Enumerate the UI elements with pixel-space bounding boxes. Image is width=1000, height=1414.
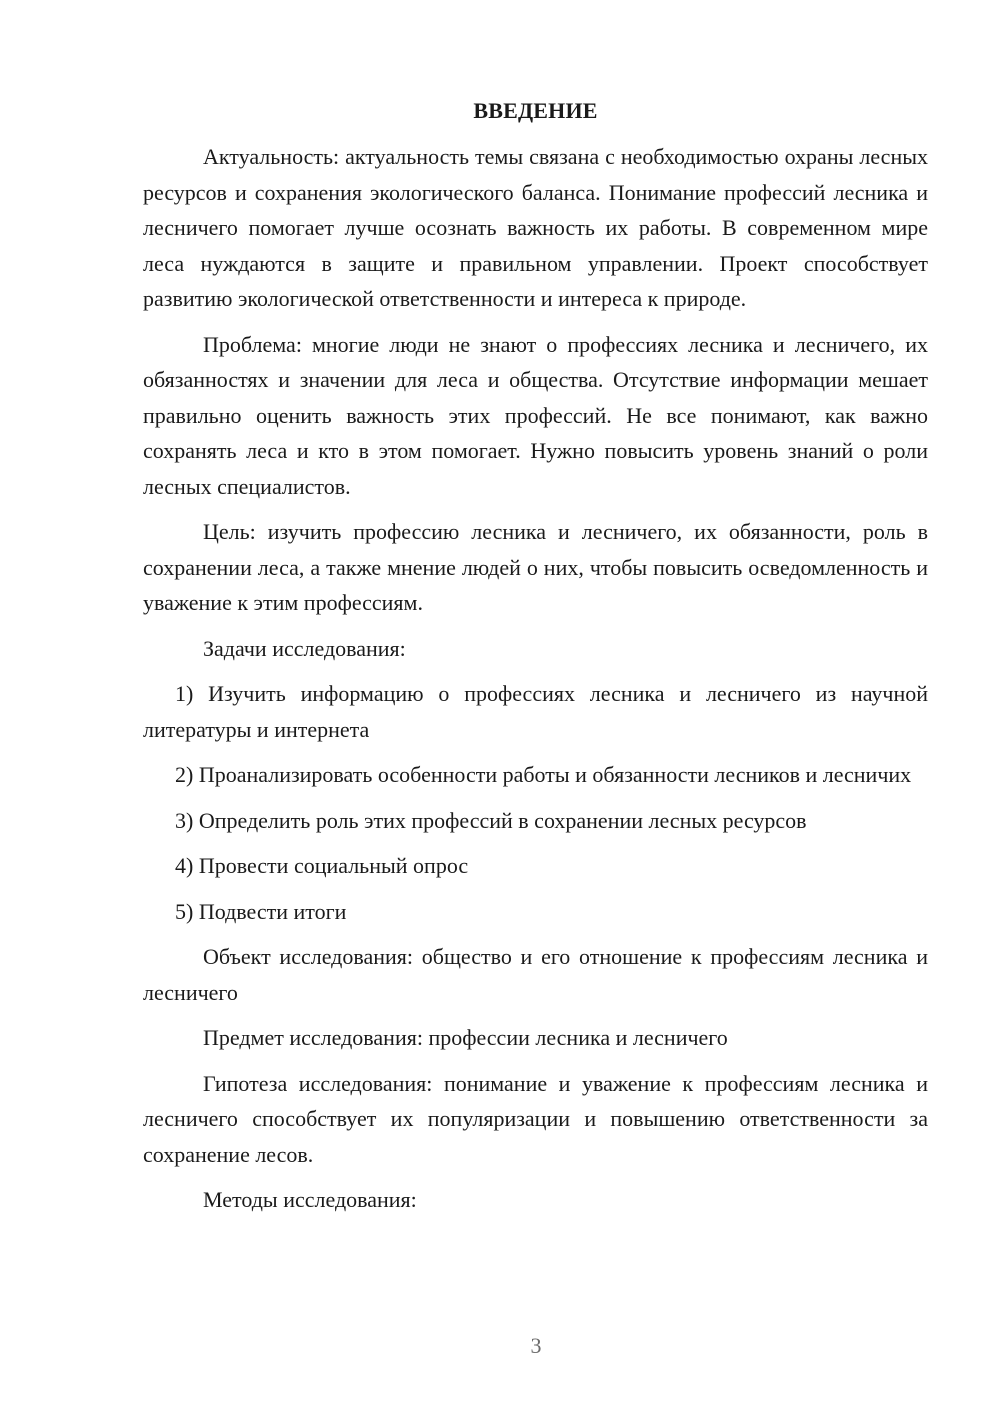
tasks-heading: Задачи исследования: [203, 635, 406, 661]
task-item-1: 1) Изучить информацию о профессиях лесника и лесничего из научной литературы и интернета [143, 681, 928, 742]
task-item-3: 3) Определить роль этих профессий в сохранении лесных ресурсов [175, 807, 807, 833]
problem-paragraph: Проблема: многие люди не знают о профессиях лесника и лесничего, их обязанностях и значении для леса и общества. Отсутствие информации мешает правильно оценить важность этих профессий. Не все понимают, как важно сохранять леса и кто в этом помогает. Нужно повысить уровень знаний о роли лесных специалистов. [143, 331, 928, 499]
subject-paragraph: Предмет исследования: профессии лесника и лесничего [203, 1025, 728, 1050]
object-paragraph: Объект исследования: общество и его отношение к профессиям лесника и лесничего [143, 944, 928, 1005]
task-item-4: 4) Провести социальный опрос [175, 853, 469, 878]
section-title: ВВЕДЕНИЕ [473, 98, 598, 123]
task-item-5: 5) Подвести итоги [175, 898, 347, 924]
goal-paragraph: Цель: изучить профессию лесника и лесничего, их обязанности, роль в сохранении леса, а также мнение людей о них, чтобы повысить осведомленность и уважение к этим профессиям. [143, 519, 928, 615]
relevance-paragraph: Актуальность: актуальность темы связана с необходимостью охраны лесных ресурсов и сохранения экологического баланса. Понимание профессий лесника и лесничего помогает лучше осознать важность их работы. В современном мире леса нуждаются в защите и правильном управлении. Проект способствует развитию экологической ответственности и интереса к природе. [143, 144, 928, 311]
page-content [143, 96, 928, 1228]
page-number: 3 [530, 1333, 542, 1358]
task-item-2: 2) Проанализировать особенности работы и обязанности лесников и лесничих [175, 762, 912, 787]
hypothesis-paragraph: Гипотеза исследования: понимание и уважение к профессиям лесника и лесничего способствует их популяризации и повышению ответственности за сохранение лесов. [143, 1070, 928, 1167]
methods-heading: Методы исследования: [203, 1187, 417, 1212]
